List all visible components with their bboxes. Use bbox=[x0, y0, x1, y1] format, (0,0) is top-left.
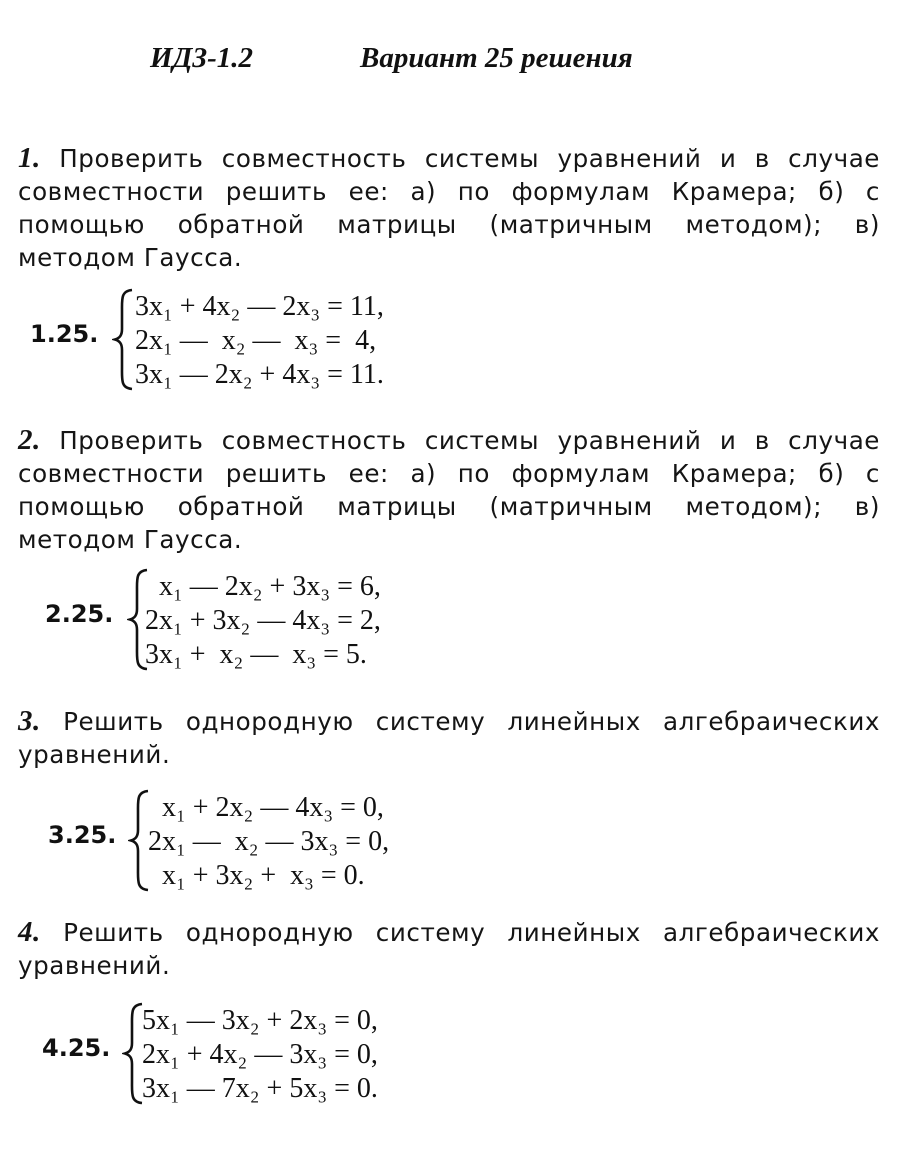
equation-row-2: 2x₁ + 4x₂ — 3x₃ = 0, bbox=[142, 1039, 378, 1070]
task-text: Решить однородную систему линейных алгебраических уравнений. bbox=[18, 918, 880, 980]
assignment-code: ИДЗ-1.2 bbox=[150, 42, 254, 74]
page-header bbox=[150, 42, 850, 86]
equation-system-3 bbox=[30, 788, 550, 893]
task-number: 3. bbox=[18, 705, 41, 737]
equation-row-1: 5x₁ — 3x₂ + 2x₃ = 0, bbox=[142, 1005, 378, 1036]
system-label: 3.25. bbox=[48, 821, 117, 849]
equation-row-1: x₁ + 2x₂ — 4x₃ = 0, bbox=[148, 792, 384, 823]
equation-row-3: 3x₁ + x₂ — x₃ = 5. bbox=[145, 639, 367, 670]
task-text: Решить однородную систему линейных алгебраических уравнений. bbox=[18, 707, 880, 769]
equation-row-2: 2x₁ — x₂ — x₃ = 4, bbox=[135, 325, 377, 356]
equation-row-1: 3x₁ + 4x₂ — 2x₃ = 11, bbox=[135, 291, 384, 322]
equation-row-3: 3x₁ — 2x₂ + 4x₃ = 11. bbox=[135, 359, 384, 390]
equation-system-2 bbox=[30, 567, 550, 672]
task-3-statement bbox=[18, 705, 880, 771]
task-text: Проверить совместность системы уравнений и в случае совместности решить ее: а) по формулам Крамера; б) с помощью обратной матрицы (матричным методом); в) методом Гаусса. bbox=[18, 426, 880, 554]
equation-row-2: 2x₁ — x₂ — 3x₃ = 0, bbox=[148, 826, 390, 857]
system-label: 1.25. bbox=[30, 320, 99, 348]
task-number: 2. bbox=[18, 424, 41, 456]
task-2-statement bbox=[18, 424, 880, 556]
variant-title: Вариант 25 решения bbox=[360, 42, 633, 74]
task-1-statement bbox=[18, 142, 880, 274]
equation-system-4 bbox=[30, 1001, 550, 1106]
left-brace-icon bbox=[112, 287, 136, 392]
equation-row-3: 3x₁ — 7x₂ + 5x₃ = 0. bbox=[142, 1073, 378, 1104]
task-number: 4. bbox=[18, 916, 41, 948]
task-4-statement bbox=[18, 916, 880, 982]
equation-row-1: x₁ — 2x₂ + 3x₃ = 6, bbox=[145, 571, 381, 602]
system-label: 2.25. bbox=[45, 600, 114, 628]
equation-row-3: x₁ + 3x₂ + x₃ = 0. bbox=[148, 860, 365, 891]
task-text: Проверить совместность системы уравнений и в случае совместности решить ее: а) по формулам Крамера; б) с помощью обратной матрицы (матричным методом); в) методом Гаусса. bbox=[18, 144, 880, 272]
system-label: 4.25. bbox=[42, 1034, 111, 1062]
equation-row-2: 2x₁ + 3x₂ — 4x₃ = 2, bbox=[145, 605, 381, 636]
equation-system-1 bbox=[30, 287, 550, 392]
task-number: 1. bbox=[18, 142, 41, 174]
